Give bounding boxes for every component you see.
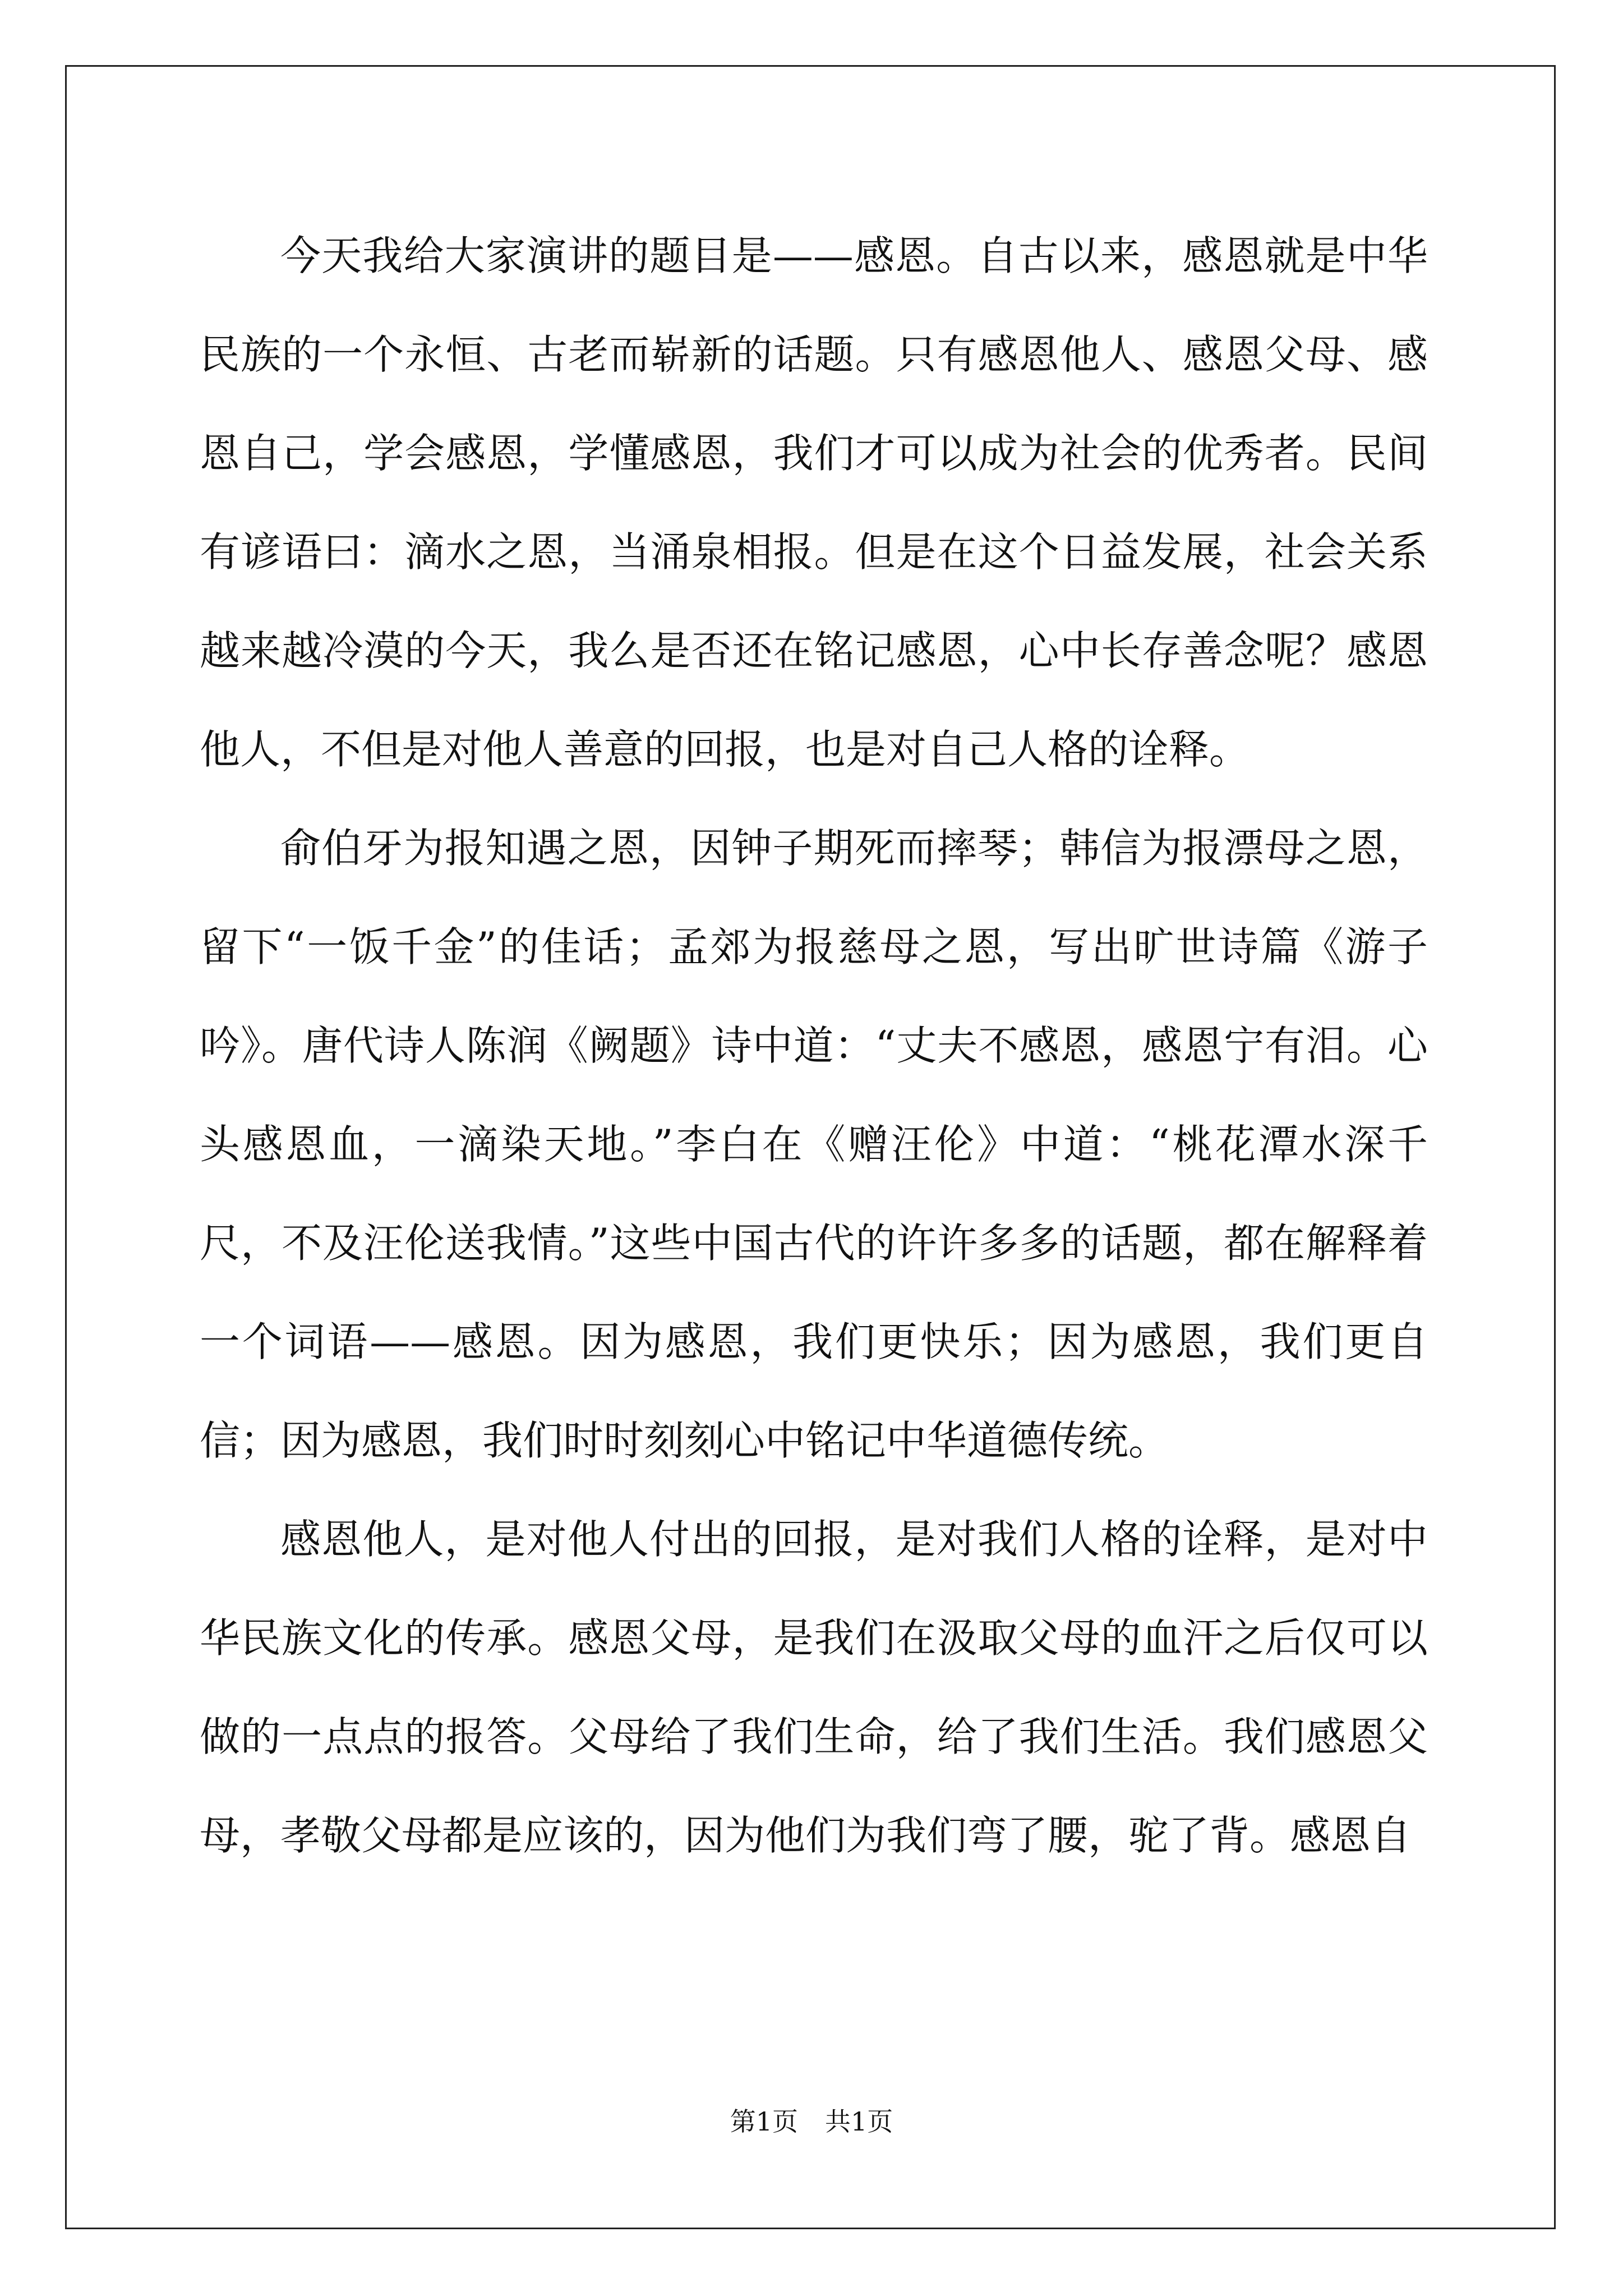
page-footer bbox=[0, 2105, 1623, 2138]
paragraph-2: 俞伯牙为报知遇之恩，因钟子期死而摔琴；韩信为报漂母之恩，留下“一饭千金”的佳话；孟郊为报慈母之恩，写出旷世诗篇《游子吟》。唐代诗人陈润《阙题》诗中道：“丈夫不感恩，感恩宁有泪。心头感恩血，一滴染天地。”李白在《赠汪伦》中道：“桃花潭水深千尺，不及汪伦送我情。”这些中国古代的许许多多的话题，都在解释着一个词语——感恩。因为感恩，我们更快乐；因为感恩，我们更自信；因为感恩，我们时时刻刻心中铭记中华道德传统。 bbox=[200, 825, 1428, 1464]
page-number: 第1页 bbox=[730, 2106, 798, 2137]
paragraph-1: 今天我给大家演讲的题目是——感恩。自古以来，感恩就是中华民族的一个永恒、古老而崭新的话题。只有感恩他人、感恩父母、感恩自己，学会感恩，学懂感恩，我们才可以成为社会的优秀者。民间有谚语曰：滴水之恩，当涌泉相报。但是在这个日益发展，社会关系越来越冷漠的今天，我么是否还在铭记感恩，心中长存善念呢？感恩他人，不但是对他人善意的回报，也是对自己人格的诠释。 bbox=[200, 232, 1428, 773]
document-body bbox=[200, 206, 1428, 1885]
paragraph-3: 感恩他人，是对他人付出的回报，是对我们人格的诠释，是对中华民族文化的传承。感恩父母，是我们在汲取父母的血汗之后仅可以做的一点点的报答。父母给了我们生命，给了我们生活。我们感恩父母，孝敬父母都是应该的，因为他们为我们弯了腰，驼了背。感恩自 bbox=[200, 1516, 1428, 1859]
page-count: 共1页 bbox=[825, 2106, 893, 2137]
